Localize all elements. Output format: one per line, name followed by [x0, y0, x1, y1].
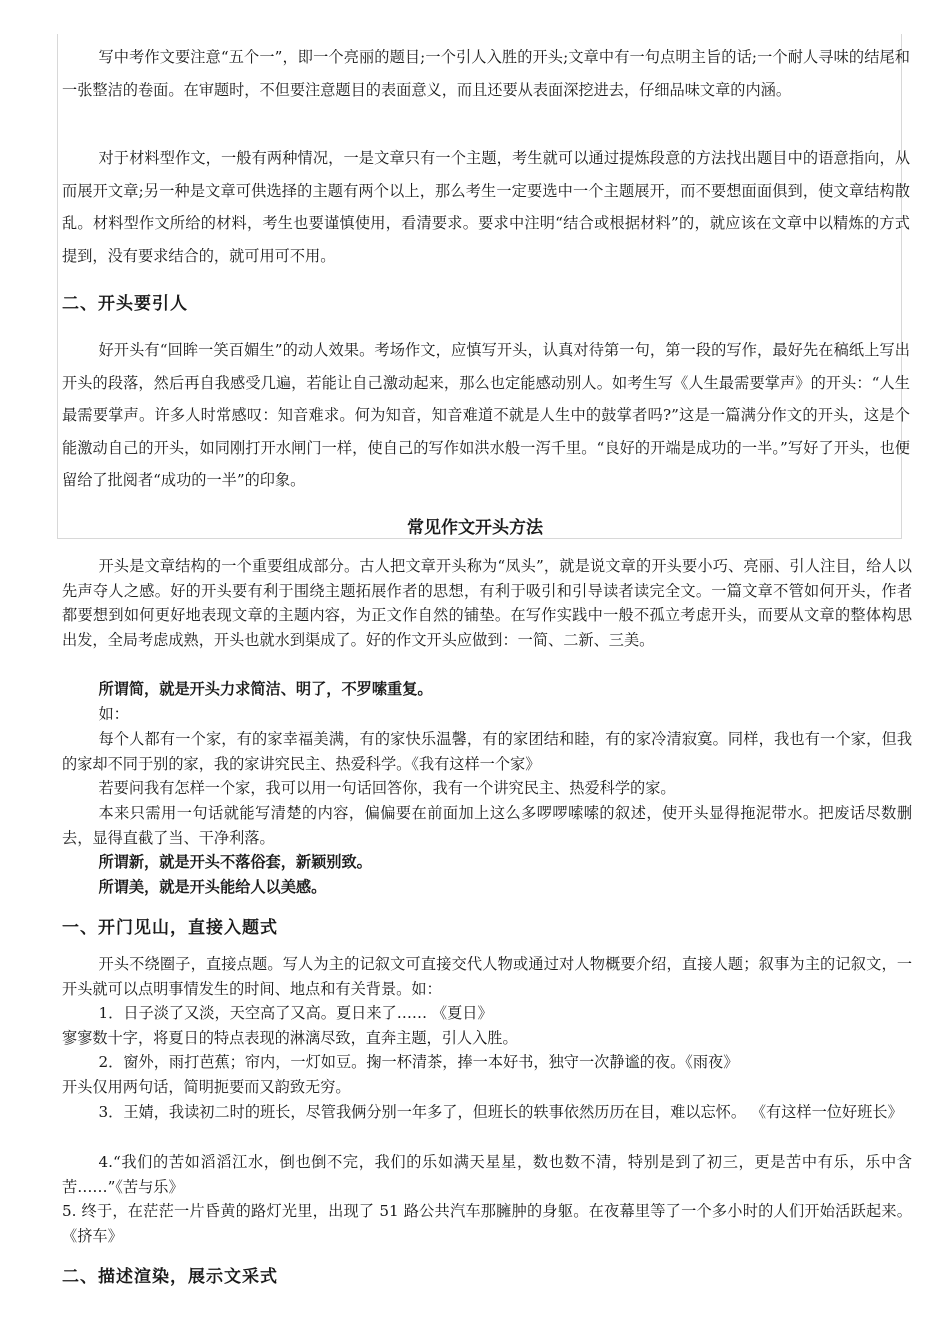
page-title: 常见作文开头方法 — [407, 518, 543, 538]
paragraph-redundant: 本来只需用一句话就能写清楚的内容，偏偏要在前面加上这么多啰啰嗦嗦的叙述，使开头显得拖泥带水。把废话尽数删去，显得直截了当、干净利落。 — [62, 804, 912, 847]
example-item-2-comment: 开头仅用两句话，简明扼要而又韵致无穷。 — [62, 1078, 351, 1096]
paragraph-wuge-yi: 写中考作文要注意“五个一”，即一个亮丽的题目;一个引人入胜的开头;文章中有一句点明主旨的话;一个耐人寻味的结尾和一张整洁的卷面。在审题时，不但要注意题目的表面意义，而且还要从表面深挖进去，仔细品味文章的内涵。 — [62, 48, 910, 99]
example-label: 如： — [98, 705, 129, 723]
section-heading-description: 二、描述渲染，展示文采式 — [62, 1267, 278, 1287]
definition-xin: 所谓新，就是开头不落俗套，新颖别致。 — [98, 853, 372, 871]
example-family-short: 若要问我有怎样一个家，我可以用一句话回答你，我有一个讲究民主、热爱科学的家。 — [98, 779, 676, 797]
example-item-1-comment: 寥寥数十字，将夏日的特点表现的淋漓尽致，直奔主题，引人入胜。 — [62, 1029, 518, 1047]
definition-jian: 所谓简，就是开头力求简洁、明了，不罗嗦重复。 — [98, 680, 433, 698]
section-heading-direct: 一、开门见山，直接入题式 — [62, 918, 278, 938]
example-item-4: 4.“我们的苦如滔滔江水，倒也倒不完，我们的乐如满天星星，数也数不清，特别是到了初三，更是苦中有乐，乐中含苦……”《苦与乐》 — [62, 1153, 912, 1196]
paragraph-direct-explain: 开头不绕圈子，直接点题。写人为主的记叙文可直接交代人物或通过对人物概要介绍，直接人题；叙事为主的记叙文，一开头就可以点明事情发生的时间、地点和有关背景。如： — [62, 955, 912, 998]
example-item-1: 1．日子淡了又淡，天空高了又高。夏日来了…… 《夏日》 — [98, 1004, 493, 1022]
example-item-3: 3．王婧，我读初二时的班长，尽管我俩分别一年多了，但班长的轶事依然历历在目，难以忘怀。 《有这样一位好班长》 — [98, 1103, 903, 1121]
paragraph-material-essay: 对于材料型作文，一般有两种情况，一是文章只有一个主题，考生就可以通过提炼段意的方法找出题目中的语意指向，从而展开文章;另一种是文章可供选择的主题有两个以上，那么考生一定要选中一个主题展开，而不要想面面俱到，使文章结构散乱。材料型作文所给的材料，考生也要谨慎使用，看清要求。要求中注明“结合或根据材料”的，就应该在文章中以精炼的方式提到，没有要求结合的，就可用可不用。 — [62, 149, 910, 265]
section-heading-opening: 二、开头要引人 — [62, 294, 188, 314]
example-item-5: 5. 终于，在茫茫一片昏黄的路灯光里，出现了 51 路公共汽车那臃肿的身躯。在夜幕里等了一个多小时的人们开始活跃起来。《挤车》 — [62, 1202, 912, 1245]
definition-mei: 所谓美，就是开头能给人以美感。 — [98, 878, 327, 896]
paragraph-intro: 开头是文章结构的一个重要组成部分。古人把文章开头称为“凤头”，就是说文章的开头要小巧、亮丽、引人注目，给人以先声夺人之感。好的开头要有利于围绕主题拓展作者的思想，有利于吸引和引导读者读完全文。一篇文章不管如何开头，作者都要想到如何更好地表现文章的主题内容，为正文作自然的铺垫。在写作实践中一般不孤立考虑开头，而要从文章的整体构思出发，全局考虑成熟，开头也就水到渠成了。好的作文开头应做到：一简、二新、三美。 — [62, 557, 912, 649]
paragraph-good-opening: 好开头有“回眸一笑百媚生”的动人效果。考场作文，应慎写开头，认真对待第一句，第一段的写作，最好先在稿纸上写出开头的段落，然后再自我感受几遍，若能让自己激动起来，那么也定能感动别人。如考生写《人生最需要掌声》的开头：“人生最需要掌声。许多人时常感叹：知音难求。何为知音，知音难道不就是人生中的鼓掌者吗?”这是一篇满分作文的开头，这是个能激动自己的开头，如同刚打开水闸门一样，使自己的写作如洪水般一泻千里。“良好的开端是成功的一半。”写好了开头，也便留给了批阅者“成功的一半”的印象。 — [62, 341, 910, 489]
example-item-2: 2．窗外，雨打芭蕉；帘内，一灯如豆。掬一杯清茶，捧一本好书，独守一次静谧的夜。《雨夜》 — [98, 1053, 739, 1071]
example-family: 每个人都有一个家，有的家幸福美满，有的家快乐温馨，有的家团结和睦，有的家冷清寂寞。同样，我也有一个家，但我的家却不同于别的家，我的家讲究民主、热爱科学。《我有这样一个家》 — [62, 730, 912, 773]
